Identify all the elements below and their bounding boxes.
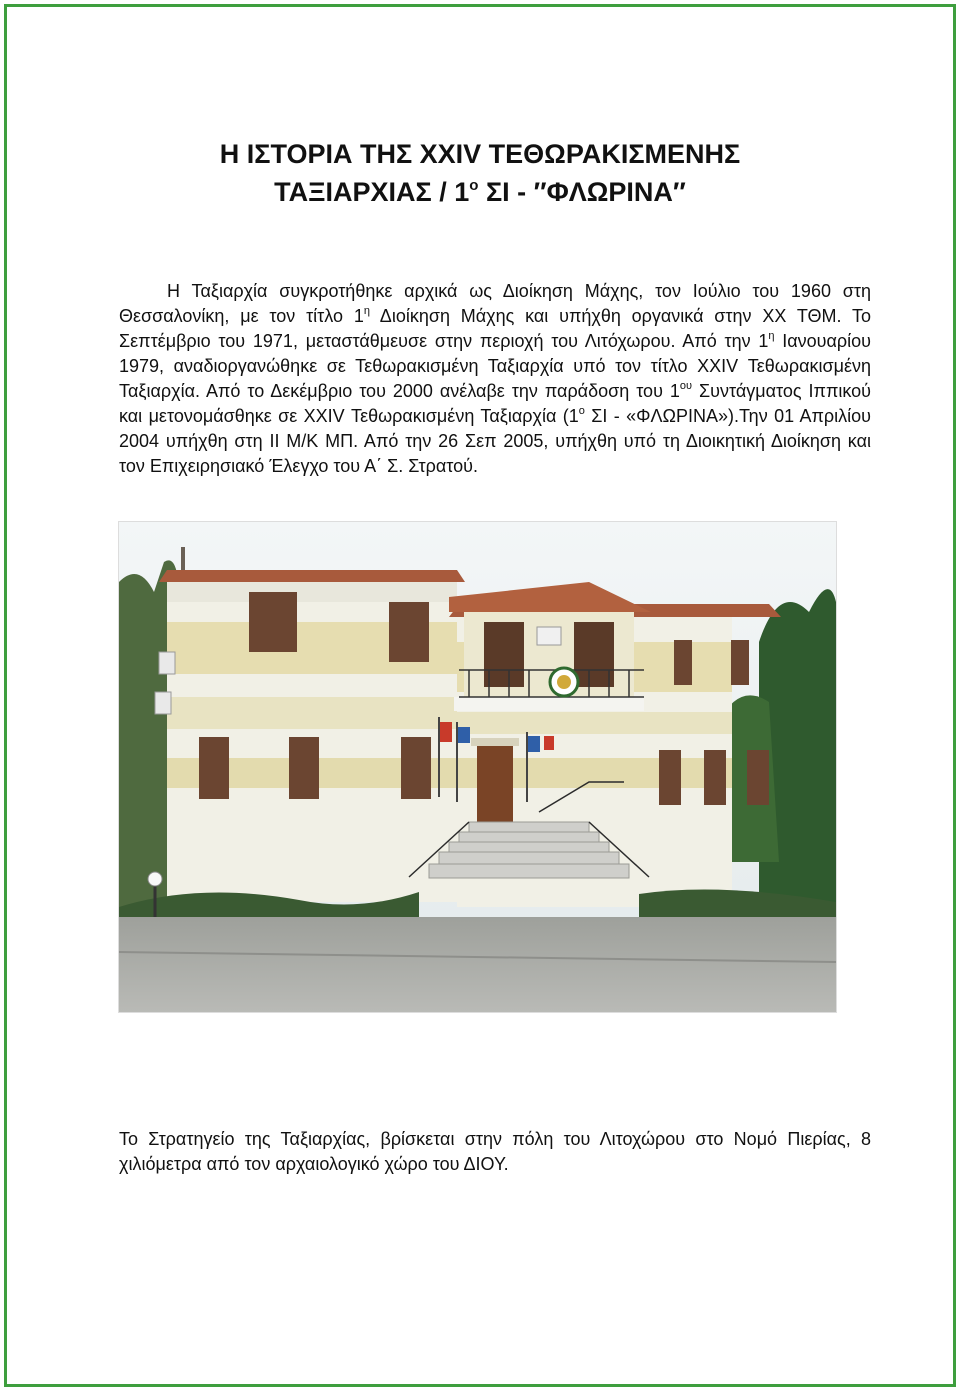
photo-caption: Το Στρατηγείο της Ταξιαρχίας, βρίσκεται στην πόλη του Λιτοχώρου στο Νομό Πιερίας, 8 χιλιόμετρα από τον αρχαιολογικό χώρο του ΔΙΟΥ. [119, 1129, 871, 1174]
history-text-3: Ιανουαρίου 1979, αναδιοργανώθηκε σε Τεθωρακισμένη Ταξιαρχία υπό τον τίτλο XXIV Τεθωρακισμένη Ταξιαρχία. Από το Δεκέμβριο του 2000 ανέλαβε την παράδοση του 1 [119, 331, 871, 401]
title-superscript: ο [469, 177, 479, 194]
history-text-4: Συντάγματος Ιππικού και μετονομάσθηκε σε XXIV Τεθωρακισμένη Ταξιαρχία (1 [119, 381, 871, 426]
document-title [60, 135, 900, 211]
history-paragraph [119, 279, 871, 479]
history-text-2: Διοίκηση Μάχης και υπήχθη οργανικά στην ΧΧ ΤΘΜ. Το Σεπτέμβριο του 1971, μεταστάθμευσε στην περιοχή του Λιτόχωρου. Από την 1 [119, 306, 871, 351]
ordinal-sup-1: η [363, 305, 370, 317]
ordinal-sup-2: η [768, 330, 775, 342]
ordinal-sup-4: ο [578, 405, 585, 417]
history-text-5: ΣΙ - «ΦΛΩΡΙΝΑ»).Την 01 Απριλίου 2004 υπήχθη στη ΙΙ Μ/Κ ΜΠ. Από την 26 Σεπ 2005, υπήχθη υπό τη Διοικητική Διοίκηση και τον Επιχειρησιακό Έλεγχο του Α΄ Σ. Στρατού. [119, 406, 871, 476]
title-line-1: Η ΙΣΤΟΡΙΑ ΤΗΣ XXIV ΤΕΘΩΡΑΚΙΣΜΕΝΗΣ [219, 139, 741, 169]
title-line-2 [60, 173, 900, 211]
title-line-2-end: ΣΙ - ″ΦΛΩΡΙΝΑ″ [478, 177, 686, 207]
headquarters-photo [118, 521, 837, 1013]
title-line-2-start: ΤΑΞΙΑΡΧΙΑΣ / 1 [274, 177, 470, 207]
ordinal-sup-3: ου [679, 380, 693, 392]
history-text-1: Η Ταξιαρχία συγκροτήθηκε αρχικά ως Διοίκηση Μάχης, τον Ιούλιο του 1960 στη Θεσσαλονίκη, με τον τίτλο 1 [119, 281, 871, 326]
